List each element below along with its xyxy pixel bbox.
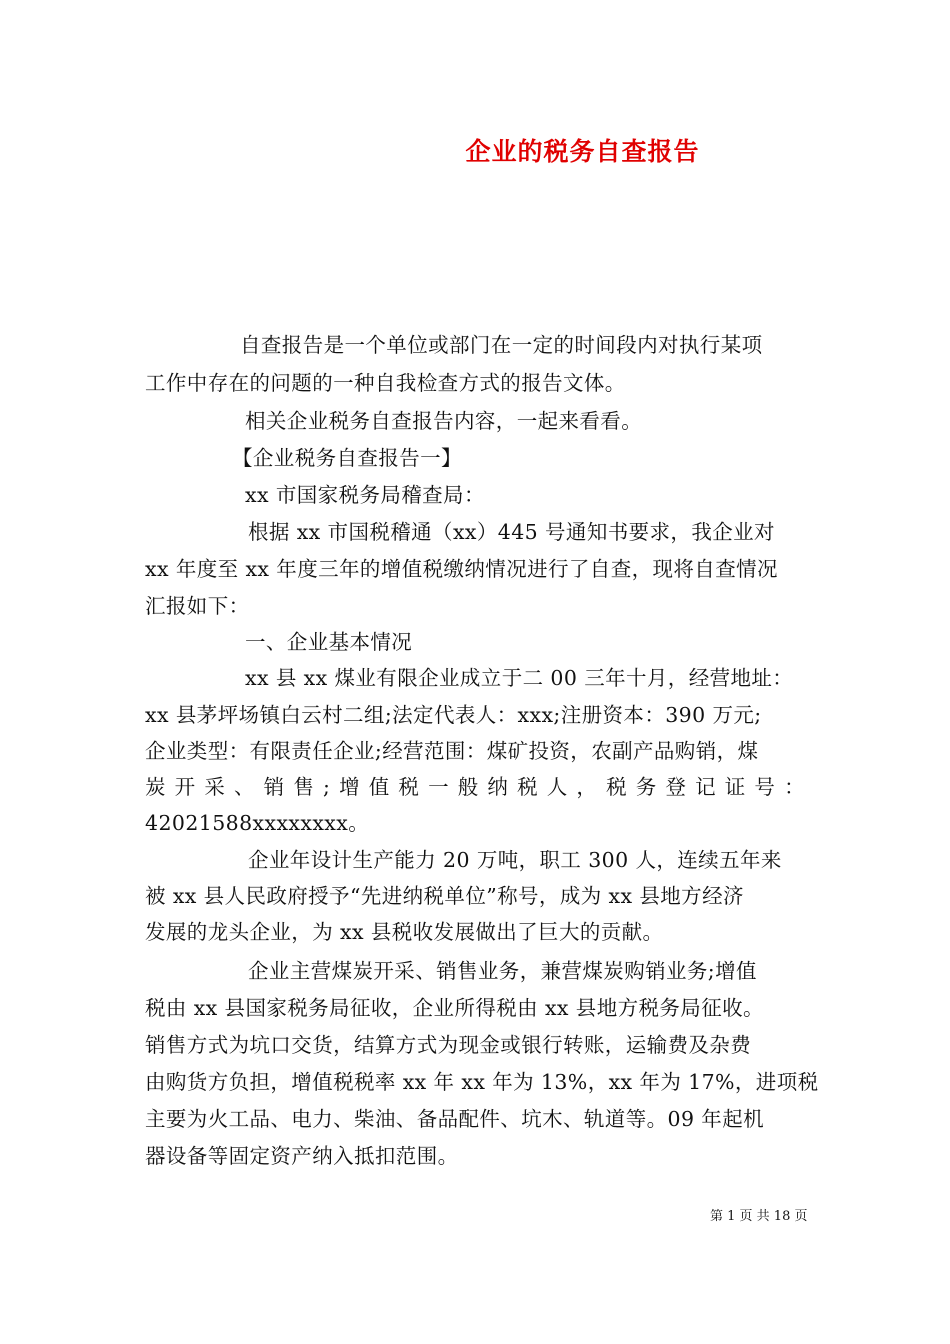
section-heading: 【企业税务自查报告一】 <box>232 446 462 470</box>
paragraph-line: 企业类型：有限责任企业;经营范围：煤矿投资，农副产品购销，煤 <box>145 739 759 763</box>
paragraph-line: 汇报如下： <box>145 594 250 618</box>
paragraph-line: 企业年设计生产能力 20 万吨，职工 300 人，连续五年来 <box>248 848 782 872</box>
paragraph-line: 相关企业税务自查报告内容，一起来看看。 <box>245 409 643 433</box>
paragraph-line: xx 县茅坪场镇白云村二组;法定代表人：xxx;注册资本：390 万元; <box>145 703 762 727</box>
paragraph-line: 根据 xx 市国税稽通（xx）445 号通知书要求，我企业对 <box>248 520 775 544</box>
paragraph-line: 工作中存在的问题的一种自我检查方式的报告文体。 <box>145 371 626 395</box>
addressee-line: xx 市国家税务局稽查局： <box>245 483 485 507</box>
paragraph-line: 发展的龙头企业，为 xx 县税收发展做出了巨大的贡献。 <box>145 920 664 944</box>
paragraph-line: 被 xx 县人民政府授予“先进纳税单位”称号，成为 xx 县地方经济 <box>145 884 744 908</box>
paragraph-line: 由购货方负担，增值税税率 xx 年 xx 年为 13%，xx 年为 17%，进项税 <box>145 1070 819 1094</box>
paragraph-line: 自查报告是一个单位或部门在一定的时间段内对执行某项 <box>240 333 763 357</box>
paragraph-line: 企业主营煤炭开采、销售业务，兼营煤炭购销业务;增值 <box>248 959 757 983</box>
paragraph-line: 42021588xxxxxxxx。 <box>145 811 370 835</box>
paragraph-line: 税由 xx 县国家税务局征收，企业所得税由 xx 县地方税务局征收。 <box>145 996 764 1020</box>
paragraph-line: xx 年度至 xx 年度三年的增值税缴纳情况进行了自查，现将自查情况 <box>145 557 778 581</box>
paragraph-line: 炭开采、销售;增值税一般纳税人，税务登记证号： <box>145 775 805 799</box>
paragraph-line: 主要为火工品、电力、柴油、备品配件、坑木、轨道等。09 年起机 <box>145 1107 764 1131</box>
section-heading: 一、企业基本情况 <box>245 630 413 654</box>
paragraph-line: xx 县 xx 煤业有限企业成立于二 00 三年十月，经营地址： <box>245 666 794 690</box>
document-title: 企业的税务自查报告 <box>465 137 700 166</box>
page-number: 第 1 页 共 18 页 <box>710 1209 808 1224</box>
paragraph-line: 器设备等固定资产纳入抵扣范围。 <box>145 1144 459 1168</box>
paragraph-line: 销售方式为坑口交货，结算方式为现金或银行转账，运输费及杂费 <box>145 1033 752 1057</box>
